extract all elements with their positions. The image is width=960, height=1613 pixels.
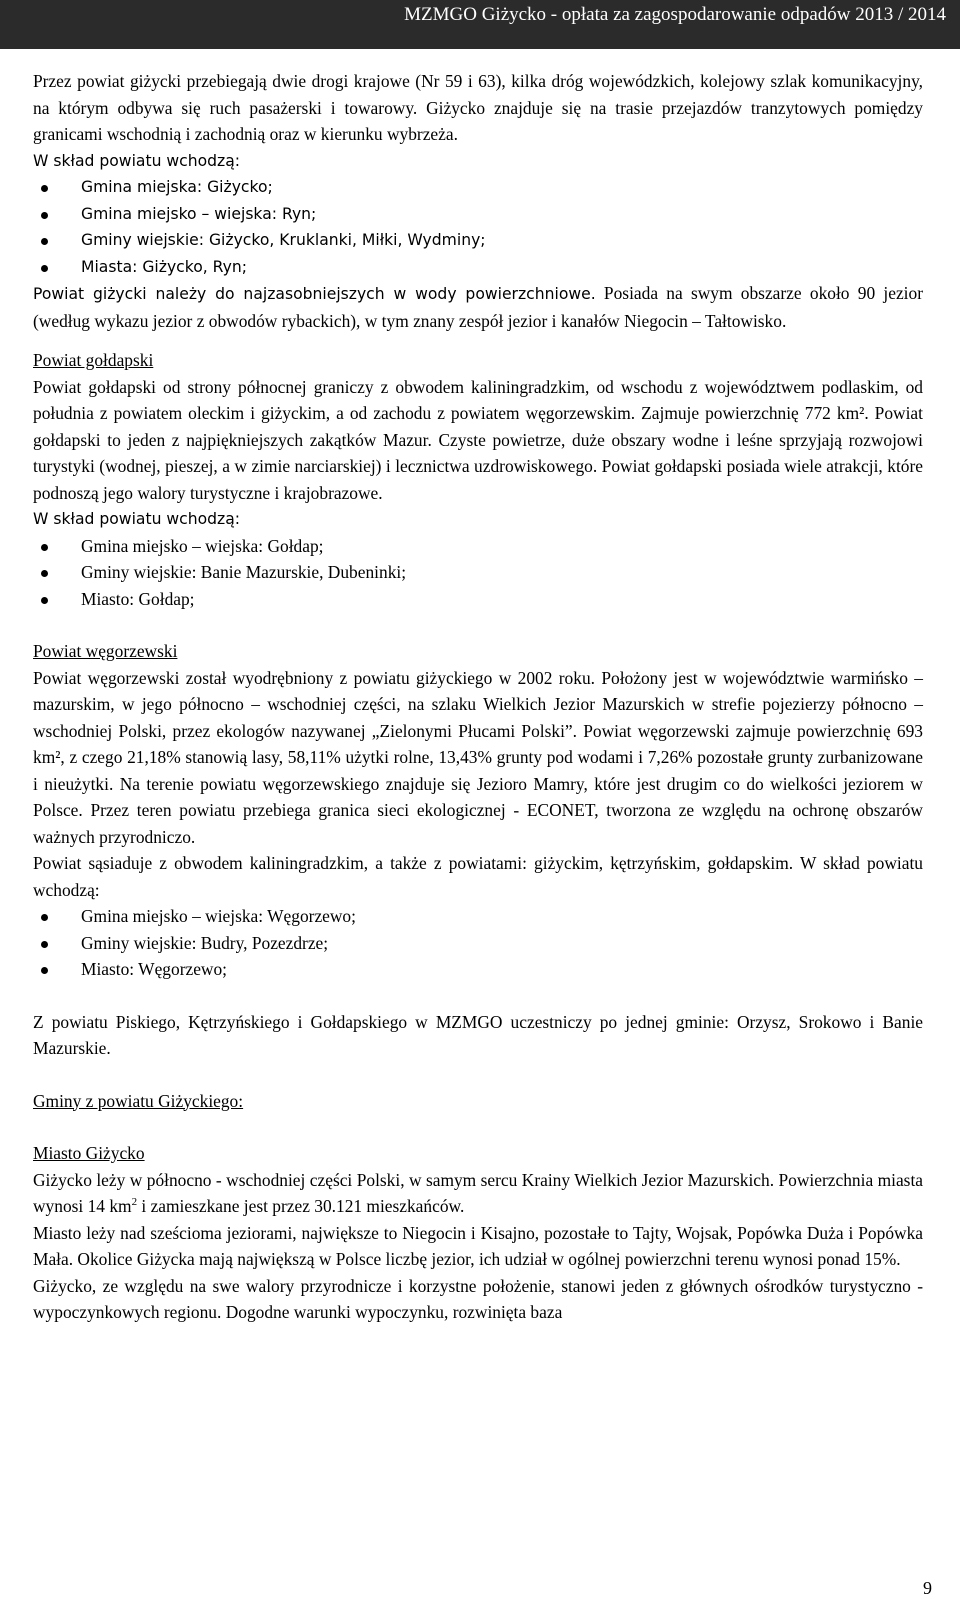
gizycki-list — [33, 174, 923, 280]
list-item: Miasto: Gołdap; — [81, 586, 923, 613]
wegorzewski-paragraph: Powiat węgorzewski został wyodrębniony z powiatu giżyckiego w 2002 roku. Położony jest w województwie warmińsko – mazurskim, w jego północno – wschodniej części, na szlaku Wielkich Jezior Mazurskich w strefie pojezierzy północno – wschodniej Polski, przez ekologów nazywanej „Zielonymi Płucami Polski”. Powiat węgorzewski zajmuje powierzchnię 693 km², z czego 21,18% stanowią lasy, 58,11% użytki rolne, 13,43% grunty pod wodami i 7,26% pozostałe grunty zurbanizowane i nieużytki. Na terenie powiatu węgorzewskiego znajduje się Jezioro Mamry, które jest drugim co do wielkości jeziorem w Polsce. Przez teren powiatu przebiega granica sieci ekologicznej - ECONET, tworzona ze względu na ochronę obszarów ważnych przyrodniczo. — [33, 667, 923, 847]
list-item: Gminy wiejskie: Budry, Pozezdrze; — [81, 930, 923, 957]
miasto-paragraph-2: Miasto leży nad sześcioma jeziorami, największe to Niegocin i Kisajno, pozostałe to Tajty, Wojsak, Popówka Duża i Popówka Mała. Okolice Giżycka mają największą w Polsce liczbę jezior, ich udział w ogólnej powierzchni terenu wynosi ponad 15%. — [33, 1222, 923, 1269]
miasto-heading: Miasto Giżycko — [33, 1143, 145, 1163]
page-header — [0, 0, 960, 49]
wegorzewski-list — [33, 903, 923, 983]
list-item: Miasto: Węgorzewo; — [81, 956, 923, 983]
header-title: MZMGO Giżycko - opłata za zagospodarowanie odpadów 2013 / 2014 — [404, 4, 946, 25]
list-item: Gminy wiejskie: Giżycko, Kruklanki, Miłki, Wydminy; — [81, 227, 923, 254]
document-body — [33, 68, 923, 1326]
miasto-p1-b: i zamieszkane jest przez 30.121 mieszkańców. — [137, 1196, 465, 1216]
mzmgo-note: Z powiatu Piskiego, Kętrzyńskiego i Gołdapskiego w MZMGO uczestniczy po jednej gminie: Orzysz, Srokowo i Banie Mazurskie. — [33, 1011, 923, 1058]
gizycki-sklad-label: W skład powiatu wchodzą: — [33, 151, 241, 170]
miasto-paragraph-3: Giżycko, ze względu na swe walory przyrodnicze i korzystne położenie, stanowi jeden z głównych ośrodków turystyczno - wypoczynkowych regionu. Dogodne warunki wypoczynku, rozwinięta baza — [33, 1275, 923, 1322]
gizycki-waters-sans: Powiat giżycki należy do najzasobniejszych w wody powierzchniowe. — [33, 285, 596, 303]
miasto-paragraph-1 — [33, 1167, 923, 1220]
gminy-heading: Gminy z powiatu Giżyckiego: — [33, 1090, 244, 1111]
gizycki-waters — [33, 280, 923, 334]
goldapski-heading: Powiat gołdapski — [33, 350, 154, 370]
list-item: Gmina miejsko – wiejska: Gołdap; — [81, 533, 923, 560]
goldapski-paragraph: Powiat gołdapski od strony północnej graniczy z obwodem kaliningradzkim, od wschodu z województwem podlaskim, od południa z powiatem oleckim i giżyckim, a od zachodu z powiatem węgorzewskim. Zajmuje powierzchnię 772 km². Powiat gołdapski to jeden z najpiękniejszych zakątków Mazur. Czyste powietrze, duże obszary wodne i leśne sprzyjają rozwojowi turystyki (wodnej, pieszej, a w zimie narciarskiej) i lecznictwa uzdrowiskowego. Powiat gołdapski posiada wiele atrakcji, które podnoszą jego walory turystyczne i krajobrazowe. — [33, 376, 923, 503]
wegorzewski-neighbors: Powiat sąsiaduje z obwodem kaliningradzkim, a także z powiatami: giżyckim, kętrzyńskim, gołdapskim. W skład powiatu wchodzą: — [33, 853, 923, 900]
gizycki-intro: Przez powiat giżycki przebiegają dwie drogi krajowe (Nr 59 i 63), kilka dróg wojewódzkich, kolejowy szlak komunikacyjny, na którym odbywa się ruch pasażerski i towarowy. Giżycko znajduje się na trasie przejazdów tranzytowych pomiędzy granicami wschodnią i zachodnią oraz w kierunku wybrzeża. — [33, 71, 923, 144]
gizycki-waters-rest: Posiada na swym obszarze około 90 jezior (według wykazu jezior z obwodów rybackich), w tym znany zespół jezior i kanałów Niegocin – Tałtowisko. — [33, 283, 923, 331]
list-item: Gminy wiejskie: Banie Mazurskie, Dubeninki; — [81, 559, 923, 586]
list-item: Gmina miejsko – wiejska: Ryn; — [81, 201, 923, 228]
list-item: Miasta: Giżycko, Ryn; — [81, 254, 923, 281]
goldapski-list — [33, 533, 923, 613]
list-item: Gmina miejska: Giżycko; — [81, 174, 923, 201]
area-superscript: 2 — [131, 1196, 138, 1209]
miasto-p1-a: Giżycko leży w północno - wschodniej części Polski, w samym sercu Krainy Wielkich Jezior Mazurskich. Powierzchnia miasta wynosi 14 km — [33, 1169, 923, 1216]
wegorzewski-heading: Powiat węgorzewski — [33, 641, 178, 661]
page-number: 9 — [923, 1578, 932, 1598]
list-item: Gmina miejsko – wiejska: Węgorzewo; — [81, 903, 923, 930]
goldapski-sklad-label: W skład powiatu wchodzą: — [33, 510, 241, 528]
